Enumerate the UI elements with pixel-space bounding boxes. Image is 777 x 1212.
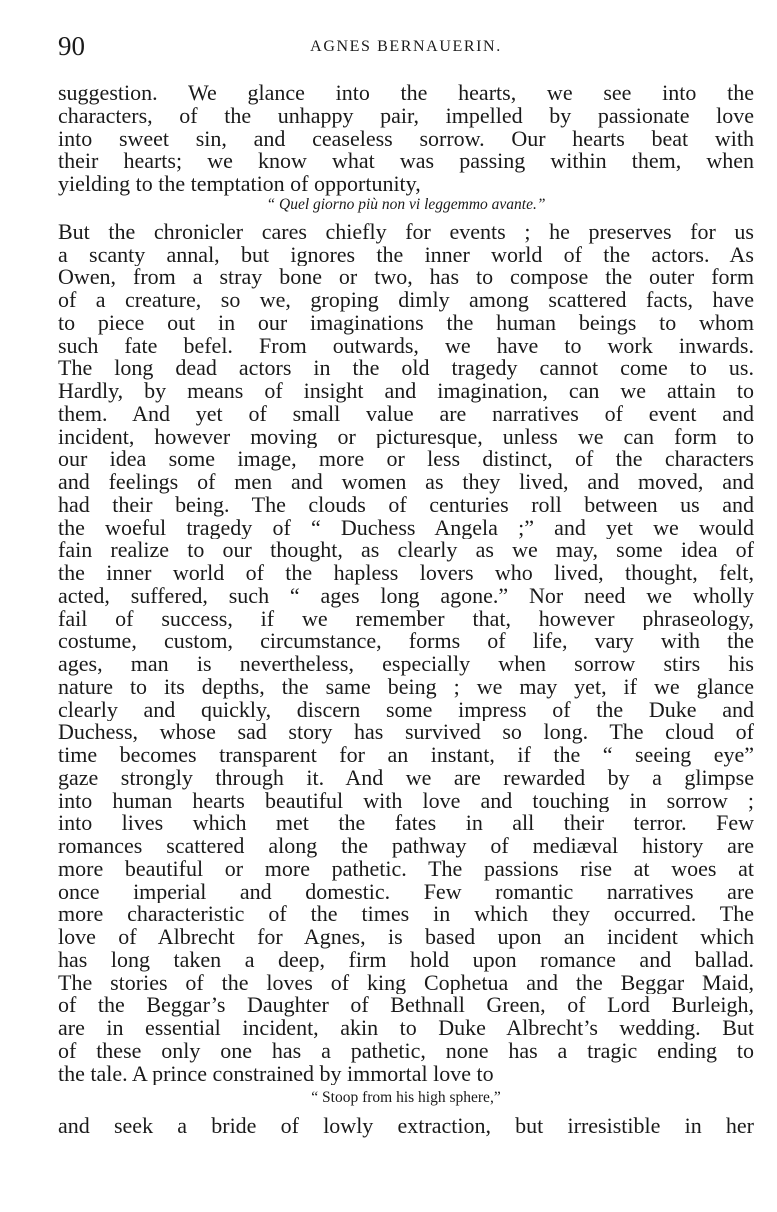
text-line: The stories of the loves of king Cophetua and the Beggar Maid, [58,971,754,995]
text-line: more beautiful or more pathetic. The passions rise at woes at [58,857,754,881]
text-line: Hardly, by means of insight and imagination, can we attain to [58,380,754,403]
spacer [58,214,754,221]
text-line: clearly and quickly, discern some impress of the Duke and [58,698,754,722]
text-line: of the Beggar’s Daughter of Bethnall Green, of Lord Burleigh, [58,994,754,1017]
text-line: Owen, from a stray bone or two, has to compose the outer form [58,266,754,289]
text-line: of these only one has a pathetic, none has a tragic ending to [58,1039,754,1063]
text-line: them. And yet of small value are narratives of event and [58,402,754,426]
block-quote-italian: “ Quel giorno più non vi leggemmo avante.” [266,195,546,213]
text-line: once imperial and domestic. Few romantic narratives are [58,880,754,904]
paragraph-1 [58,82,754,196]
text-line: The long dead actors in the old tragedy cannot come to us. [58,357,754,380]
text-line: the inner world of the hapless lovers who lived, thought, felt, [58,562,754,585]
text-line: our idea some image, more or less distinct, of the characters [58,448,754,471]
text-line: time becomes transparent for an instant, if the “ seeing eye” [58,744,754,767]
text-line: the tale. A prince constrained by immortal love to [58,1062,494,1086]
text-line: the woeful tragedy of “ Duchess Angela ;” and yet we would [58,516,754,540]
text-line: a scanty annal, but ignores the inner world of the actors. As [58,243,754,267]
text-line: their hearts; we know what was passing within them, when [58,150,754,173]
text-line: such fate befel. From outwards, we have to work inwards. [58,334,754,358]
page-header [58,30,754,64]
text-line: Duchess, whose sad story has survived so long. The cloud of [58,721,754,744]
text-line: love of Albrecht for Agnes, is based upon an incident which [58,926,754,949]
text-line: and feelings of men and women as they lived, and moved, and [58,471,754,494]
text-line: ages, man is nevertheless, especially when sorrow stirs his [58,653,754,676]
text-line: costume, custom, circumstance, forms of life, vary with the [58,630,754,653]
text-line: nature to its depths, the same being ; we may yet, if we glance [58,675,754,699]
spacer [58,1107,754,1115]
text-line: are in essential incident, akin to Duke Albrecht’s wedding. But [58,1017,754,1040]
text-line: yielding to the temptation of opportunity, [58,173,421,196]
text-line: more characteristic of the times in which they occurred. The [58,903,754,926]
page-number: 90 [58,31,85,61]
text-line: characters, of the unhappy pair, impelled by passionate love [58,104,754,128]
text-line: to piece out in our imaginations the human beings to whom [58,311,754,335]
paragraph-3 [58,1115,754,1138]
text-line: romances scattered along the pathway of mediæval history are [58,835,754,858]
text-line: acted, suffered, such “ ages long agone.” Nor need we wholly [58,584,754,608]
text-line: But the chronicler cares chiefly for events ; he preserves for us [58,220,754,244]
text-line: and seek a bride of lowly extraction, but irresistible in her [58,1115,754,1138]
running-head: AGNES BERNAUERIN. [310,38,502,55]
text-line: into human hearts beautiful with love and touching in sorrow ; [58,789,754,813]
block-quote-english: “ Stoop from his high sphere,” [311,1089,501,1107]
text-line: gaze strongly through it. And we are rewarded by a glimpse [58,766,754,790]
page-body [58,82,754,1138]
text-line: into lives which met the fates in all their terror. Few [58,812,754,835]
text-line: incident, however moving or picturesque, unless we can form to [58,425,754,449]
text-line: into sweet sin, and ceaseless sorrow. Our hearts beat with [58,127,754,151]
text-line: fain realize to our thought, as clearly as we may, some idea of [58,539,754,562]
text-line: had their being. The clouds of centuries roll between us and [58,493,754,517]
paragraph-2 [58,221,754,1086]
text-line: has long taken a deep, firm hold upon romance and ballad. [58,948,754,972]
text-line: of a creature, so we, groping dimly among scattered facts, have [58,289,754,312]
text-line: fail of success, if we remember that, however phraseology, [58,607,754,631]
text-line: suggestion. We glance into the hearts, we see into the [58,82,754,105]
